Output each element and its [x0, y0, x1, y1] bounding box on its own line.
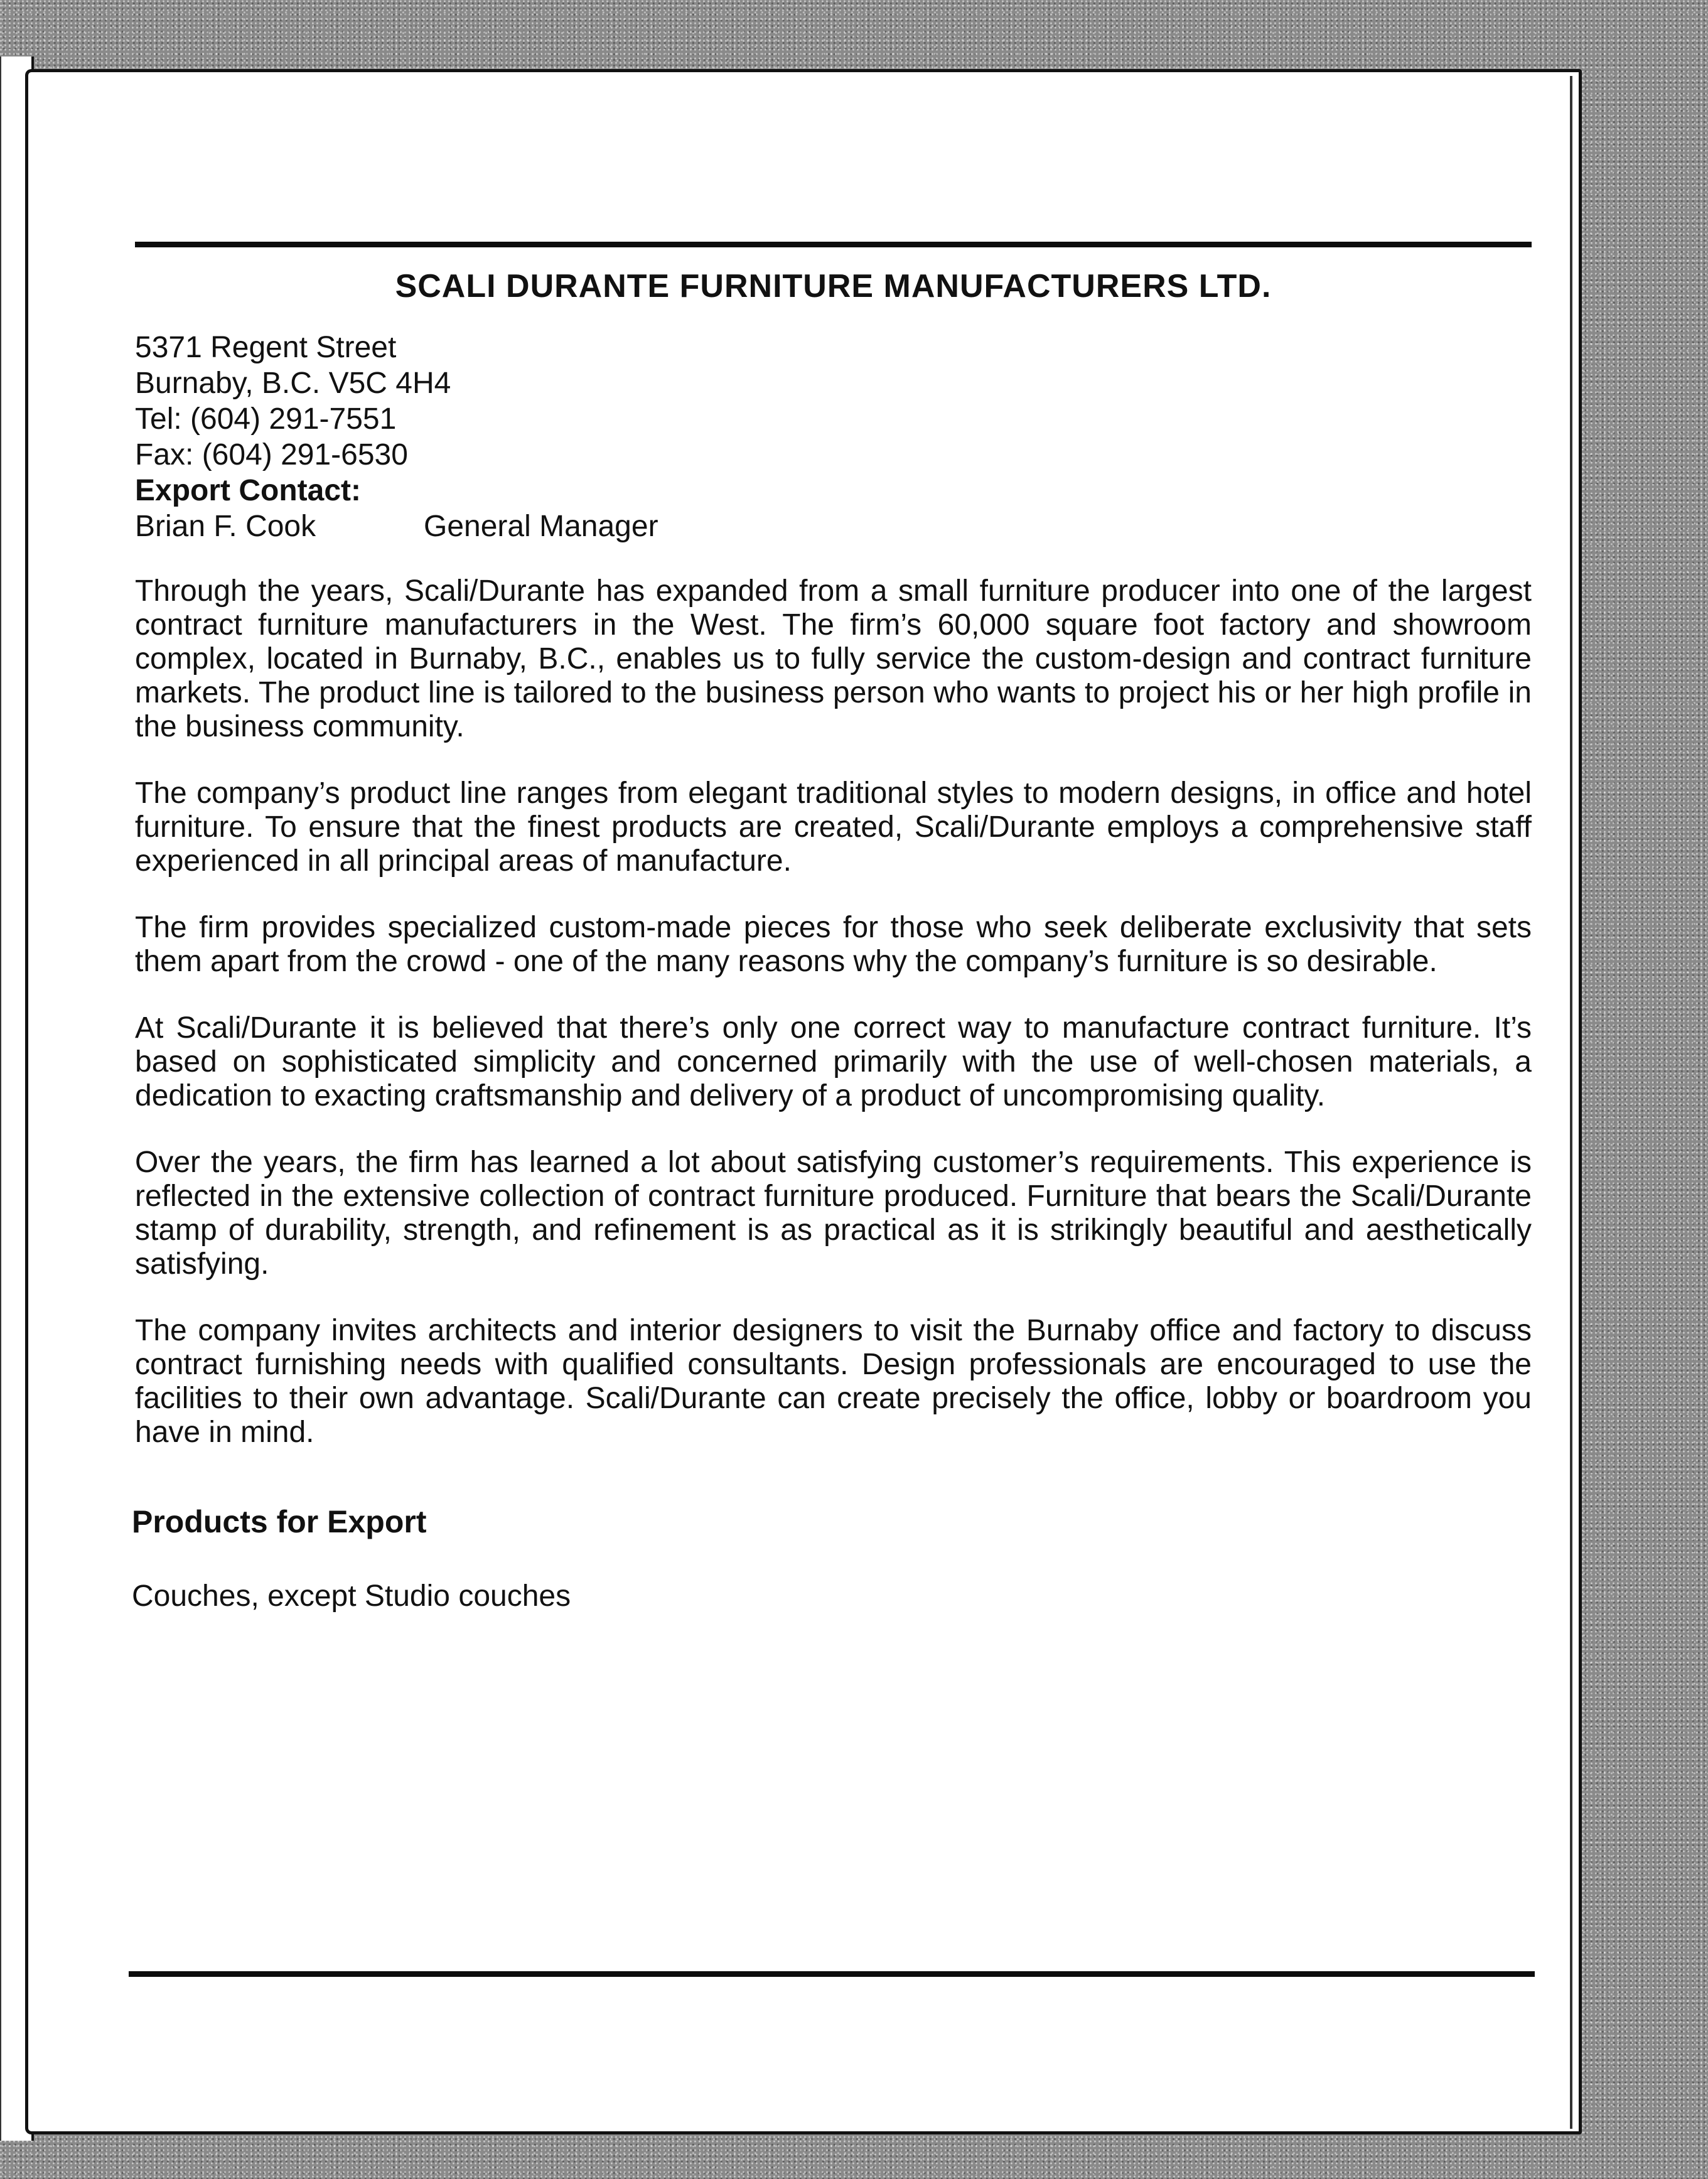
- export-contact-person: [135, 508, 658, 544]
- street-address: 5371 Regent Street: [135, 331, 397, 364]
- products-heading: Products for Export: [132, 1504, 427, 1539]
- telephone: Tel: (604) 291-7551: [135, 402, 397, 436]
- bottom-rule: [129, 1971, 1535, 1977]
- page-edge-line: [1570, 76, 1572, 2129]
- export-contact-label: Export Contact:: [135, 474, 361, 507]
- city-postal: Burnaby, B.C. V5C 4H4: [135, 367, 451, 400]
- contact-title: General Manager: [424, 510, 658, 543]
- product-item: Couches, except Studio couches: [132, 1579, 571, 1613]
- top-rule: [135, 242, 1532, 247]
- paragraph: At Scali/Durante it is believed that there’s only one correct way to manufacture contract furniture. It’s based on sophisticated simplicity and concerned primarily with the use of well-chosen materials, a dedication to exacting craftsmanship and delivery of a product of uncompromising quality.: [135, 1011, 1532, 1112]
- contact-block: [135, 330, 658, 544]
- paragraph: The firm provides specialized custom-made pieces for those who seek deliberate exclusivity that sets them apart from the crowd - one of the many reasons why the company’s furniture is so desirable.: [135, 911, 1532, 978]
- document-page: [25, 69, 1582, 2134]
- fax: Fax: (604) 291-6530: [135, 438, 408, 471]
- paragraph: Over the years, the firm has learned a lot about satisfying customer’s requirements. This experience is reflected in the extensive collection of contract furniture produced. Furniture that bears the Scali/Durante stamp of durability, strength, and refinement is as practical as it is strikingly beautiful and aesthetically satisfying.: [135, 1146, 1532, 1281]
- body-text: [135, 574, 1532, 1482]
- paragraph: The company invites architects and interior designers to visit the Burnaby office and factory to discuss contract furnishing needs with qualified consultants. Design professionals are encouraged to use the facilities to their own advantage. Scali/Durante can create precisely the office, lobby or boardroom you have in mind.: [135, 1314, 1532, 1449]
- paragraph: Through the years, Scali/Durante has expanded from a small furniture producer into one of the largest contract furniture manufacturers in the West. The firm’s 60,000 square foot factory and showroom complex, located in Burnaby, B.C., enables us to fully service the custom-design and contract furniture markets. The product line is tailored to the business person who wants to project his or her high profile in the business community.: [135, 574, 1532, 743]
- contact-name: Brian F. Cook: [135, 510, 316, 543]
- paragraph: The company’s product line ranges from elegant traditional styles to modern designs, in office and hotel furniture. To ensure that the finest products are created, Scali/Durante employs a comprehensive staff experienced in all principal areas of manufacture.: [135, 777, 1532, 878]
- company-title: SCALI DURANTE FURNITURE MANUFACTURERS LTD.: [395, 268, 1272, 304]
